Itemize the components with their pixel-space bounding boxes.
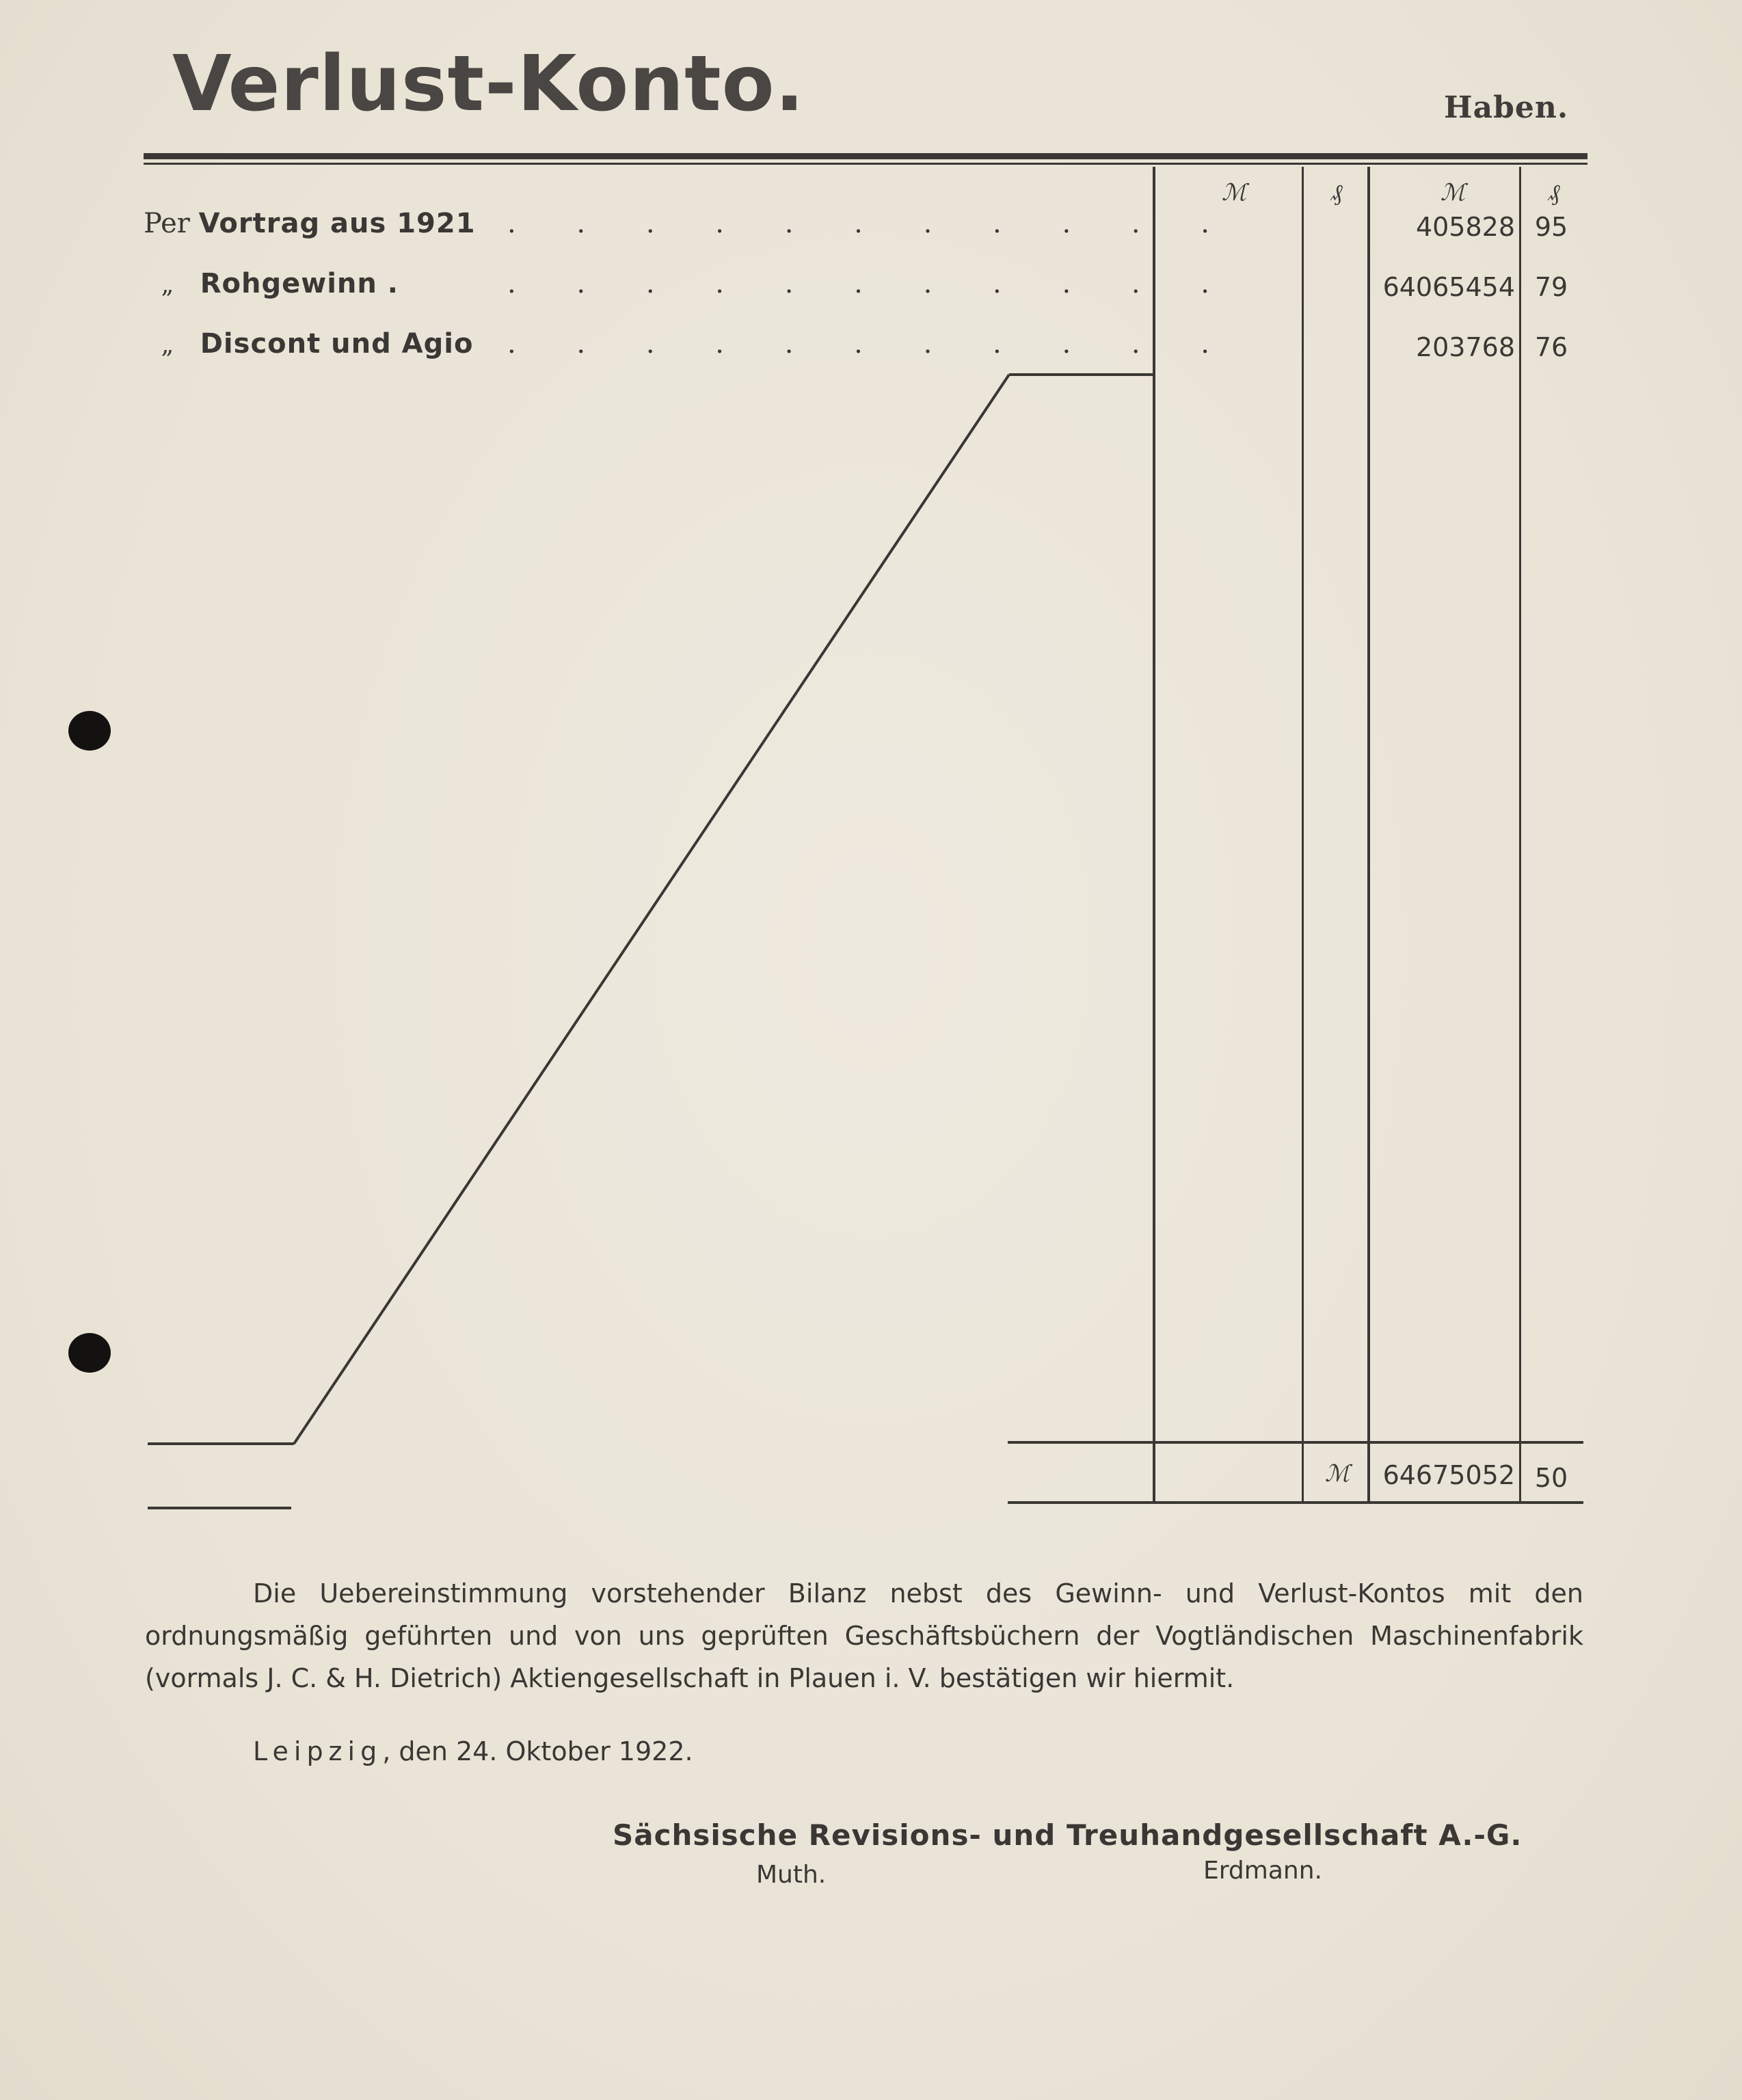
date-text: , den 24. Oktober 1922. <box>382 1736 693 1766</box>
row-marks-value: 405828 <box>1415 212 1515 242</box>
total-divider-pf2 <box>1519 1444 1521 1501</box>
total-divider-pf1 <box>1302 1444 1304 1501</box>
row-prefix: Per <box>144 208 190 239</box>
leader-dots: . . . . . . . . . . . <box>507 328 1236 360</box>
row-prefix: „ <box>161 271 174 299</box>
place-name: Leipzig <box>253 1736 383 1766</box>
certification-text: Die Uebereinstimmung vorstehender Bilanz nebst des Gewinn- und Verlust-Kontos mit den ordnungsmäßig geführten und von uns geprüften Geschäftsbüchern der Vogtländischen Maschinenfabrik (vormals J. C. & H. Dietrich) Aktiengesellschaft in Plauen i. V. bestätigen wir hiermit. <box>145 1578 1583 1693</box>
signer-erdmann: Erdmann. <box>1203 1857 1322 1885</box>
total-rule-top <box>1008 1441 1583 1444</box>
column-header-pfennig-1: ₰ <box>1330 179 1343 206</box>
row-text: Rohgewinn . <box>200 268 399 299</box>
total-pfennig-value: 50 <box>1534 1463 1568 1493</box>
signer-muth: Muth. <box>756 1861 827 1889</box>
row-pfennig-value: 95 <box>1534 212 1568 242</box>
total-marks-value: 64675052 <box>1382 1460 1515 1490</box>
row-pfennig-value: 76 <box>1534 332 1568 362</box>
filler-diagonal-stroke <box>294 375 1009 1444</box>
total-rule-bottom <box>1008 1501 1583 1504</box>
row-marks-value: 64065454 <box>1382 272 1515 302</box>
firm-name: Sächsische Revisions- und Treuhandgesellschaft A.-G. <box>613 1818 1523 1852</box>
column-header-marks-1: ℳ <box>1221 179 1247 206</box>
column-header-marks-2: ℳ <box>1440 179 1466 206</box>
certification-paragraph <box>145 1572 1583 1699</box>
side-label-haben: Haben. <box>1444 90 1569 125</box>
row-marks-value: 203768 <box>1415 332 1515 362</box>
row-text: Discont und Agio <box>200 328 474 360</box>
total-divider-mid <box>1367 1444 1370 1501</box>
place-date-line <box>253 1736 693 1766</box>
row-prefix: „ <box>161 331 174 359</box>
leader-dots: . . . . . . . . . . . <box>507 208 1236 239</box>
row-text: Vortrag aus 1921 <box>198 208 476 239</box>
total-currency-symbol: ℳ <box>1324 1460 1350 1488</box>
total-divider-left <box>1153 1444 1155 1501</box>
page-title: Verlust-Konto. <box>172 40 805 129</box>
row-pfennig-value: 79 <box>1534 272 1568 302</box>
column-header-pfennig-2: ₰ <box>1548 179 1560 206</box>
leader-dots: . . . . . . . . . . . <box>507 268 1236 299</box>
